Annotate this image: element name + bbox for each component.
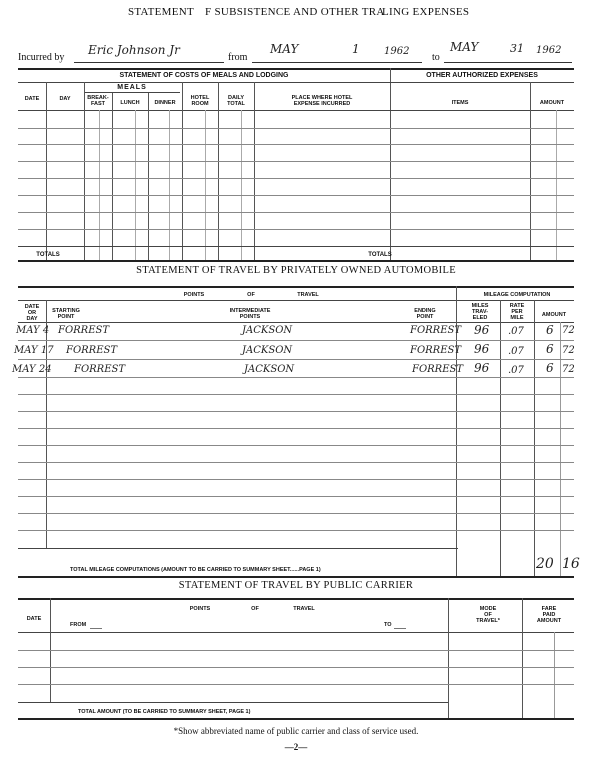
auto-section-title: STATEMENT OF TRAVEL BY PRIVATELY OWNED AUTOMOBILE (136, 265, 456, 276)
auto-of-label: OF (247, 292, 255, 298)
col-hotel-1: HOTEL (190, 95, 210, 101)
to-label: to (432, 52, 440, 63)
carrier-of-label: OF (251, 606, 259, 612)
other-totals-label: TOTALS (368, 252, 392, 258)
auto-col-end-1: ENDING (414, 308, 436, 314)
auto-row-2-rate[interactable]: .07 (508, 346, 524, 357)
auto-row-1-rate[interactable]: .07 (508, 326, 524, 337)
col-date: DATE (24, 96, 40, 102)
auto-col-miles-2: TRAV- (471, 309, 489, 315)
auto-row-3-start[interactable]: FORREST (74, 364, 126, 375)
carrier-col-date: DATE (26, 616, 42, 622)
auto-travel-label: TRAVEL (297, 292, 319, 298)
meals-totals-label: TOTALS (36, 252, 60, 258)
auto-total-dollars[interactable]: 20 (536, 556, 554, 572)
auto-col-inter-2: POINTS (239, 314, 261, 320)
auto-row-2-date[interactable]: MAY 17 (14, 345, 54, 356)
auto-row-1-inter[interactable]: JACKSON (242, 325, 293, 336)
auto-row-3-end[interactable]: FORREST (412, 364, 464, 375)
auto-row-3-rate[interactable]: .07 (508, 365, 524, 376)
auto-row-3-date[interactable]: MAY 24 (12, 364, 52, 375)
auto-total-label: TOTAL MILEAGE COMPUTATIONS (AMOUNT TO BE CARRIED TO SUMMARY SHEET......PAGE 1) (70, 567, 321, 573)
auto-col-date-3: DAY (26, 316, 38, 322)
meals-group-label: MEALS (117, 84, 147, 91)
auto-row-3-miles[interactable]: 96 (474, 361, 490, 375)
col-hotel-2: ROOM (191, 101, 209, 107)
auto-col-start-1: STARTING (52, 308, 80, 314)
auto-row-1-cents[interactable]: 72 (562, 325, 575, 336)
footer-note: *Show abbreviated name of public carrier and class of service used. (173, 726, 419, 736)
to-day[interactable]: 31 (510, 42, 524, 55)
auto-row-2-miles[interactable]: 96 (474, 342, 490, 356)
incurred-by-value[interactable]: Eric Johnson Jr (88, 43, 180, 57)
auto-col-start-2: POINT (57, 314, 75, 320)
col-breakfast-2: FAST (90, 101, 106, 107)
from-year[interactable]: 1962 (384, 46, 410, 57)
col-items: ITEMS (451, 100, 469, 106)
meals-section-title: STATEMENT OF COSTS OF MEALS AND LODGING (119, 72, 289, 79)
form-title-right: LING EXPENSES (382, 6, 470, 18)
col-amount: AMOUNT (539, 100, 565, 106)
from-label: from (228, 52, 248, 63)
col-lunch: LUNCH (120, 100, 140, 106)
other-expenses-title: OTHER AUTHORIZED EXPENSES (426, 72, 538, 79)
auto-col-rate-1: RATE (509, 303, 525, 309)
carrier-col-mode-2: OF (484, 612, 492, 618)
from-day[interactable]: 1 (352, 42, 360, 56)
col-place-2: EXPENSE INCURRED (293, 101, 351, 107)
auto-col-date-2: OR (27, 310, 37, 316)
auto-row-1-date[interactable]: MAY 4 (16, 325, 50, 336)
carrier-col-fare-2: PAID (542, 612, 556, 618)
carrier-col-fare-3: AMOUNT (536, 618, 562, 624)
auto-row-1-miles[interactable]: 96 (474, 323, 490, 337)
mileage-computation-title: MILEAGE COMPUTATION (483, 292, 551, 298)
carrier-to-label: TO (384, 622, 392, 628)
carrier-from-label: FROM (70, 622, 87, 628)
carrier-section-title: STATEMENT OF TRAVEL BY PUBLIC CARRIER (178, 580, 414, 591)
auto-col-amount: AMOUNT (541, 312, 567, 318)
auto-col-miles-1: MILES (471, 303, 489, 309)
incurred-by-label: Incurred by (18, 52, 65, 63)
auto-col-rate-3: MILE (510, 315, 524, 321)
auto-row-2-end[interactable]: FORREST (410, 345, 462, 356)
carrier-col-fare-1: FARE (541, 606, 557, 612)
auto-row-3-dollars[interactable]: 6 (546, 361, 554, 375)
carrier-total-label: TOTAL AMOUNT (TO BE CARRIED TO SUMMARY SHEET, PAGE 1) (78, 709, 251, 715)
carrier-col-mode-1: MODE (479, 606, 497, 612)
form-title-middle: F SUBSISTENCE AND OTHER TRA (205, 6, 385, 18)
auto-row-1-end[interactable]: FORREST (410, 325, 462, 336)
to-year[interactable]: 1962 (536, 45, 562, 56)
col-place-1: PLACE WHERE HOTEL (291, 95, 353, 101)
page-number: —2— (284, 742, 308, 752)
auto-total-cents[interactable]: 16 (562, 556, 580, 572)
auto-col-end-2: POINT (416, 314, 434, 320)
auto-row-1-dollars[interactable]: 6 (546, 323, 554, 337)
auto-row-2-cents[interactable]: 72 (562, 345, 575, 356)
auto-col-rate-2: PER (511, 309, 523, 315)
col-day: DAY (59, 96, 71, 102)
auto-points-label: POINTS (183, 292, 205, 298)
col-dinner: DINNER (154, 100, 176, 106)
carrier-travel-label: TRAVEL (293, 606, 315, 612)
auto-col-miles-3: ELED (472, 315, 488, 321)
auto-row-2-dollars[interactable]: 6 (546, 342, 554, 356)
auto-row-3-cents[interactable]: 72 (562, 364, 575, 375)
auto-col-date-1: DATE (24, 304, 40, 310)
auto-row-1-start[interactable]: FORREST (58, 325, 110, 336)
auto-col-inter-1: INTERMEDIATE (229, 308, 271, 314)
col-daily-2: TOTAL (227, 101, 245, 107)
to-month[interactable]: MAY (450, 40, 479, 54)
from-month[interactable]: MAY (270, 42, 299, 56)
auto-row-2-inter[interactable]: JACKSON (242, 345, 293, 356)
form-title-left: STATEMENT (128, 6, 194, 18)
col-daily-1: DAILY (228, 95, 244, 101)
auto-row-3-inter[interactable]: JACKSON (244, 364, 295, 375)
carrier-points-label: POINTS (189, 606, 211, 612)
col-breakfast-1: BREAK- (87, 95, 109, 101)
carrier-col-mode-3: TRAVEL* (476, 618, 500, 624)
auto-row-2-start[interactable]: FORREST (66, 345, 118, 356)
